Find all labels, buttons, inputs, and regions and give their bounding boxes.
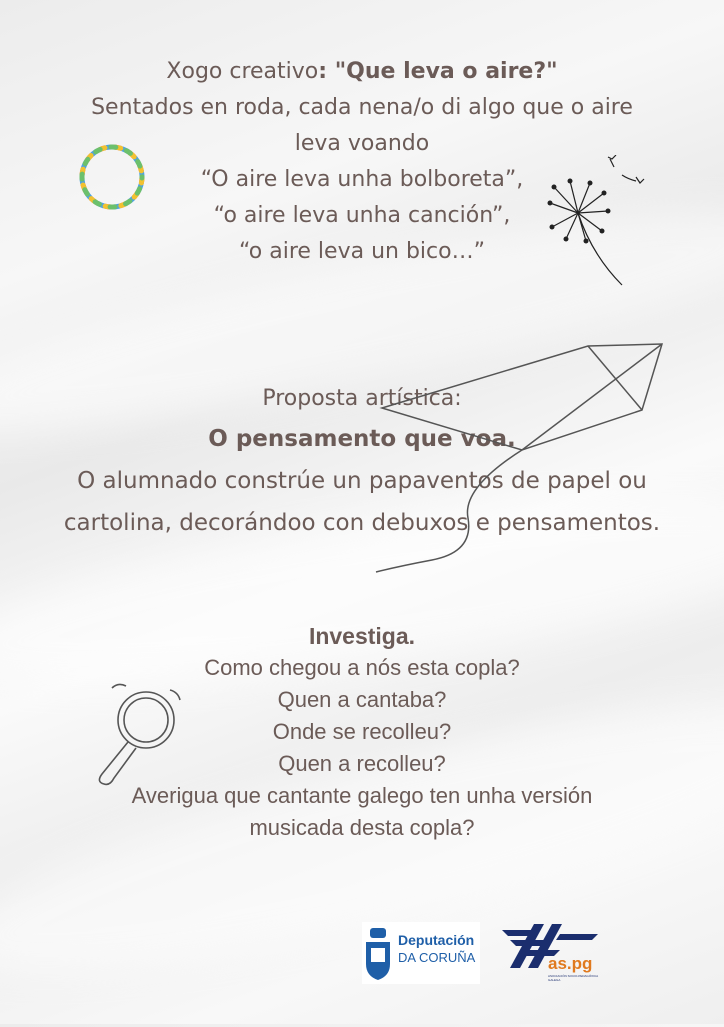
art-proposal-text: O alumnado constrúe un papaventos de papel ou (77, 468, 647, 494)
research-title: Investiga. (308, 623, 416, 649)
research-question: musicada desta copla? (249, 815, 475, 840)
creative-game-question: : "Que leva o aire?" (318, 59, 558, 84)
aspg-name: as.pg (548, 954, 593, 973)
research-question: Averigua que cantante galego ten unha versión (131, 783, 593, 808)
creative-game-text: Sentados en roda, cada nena/o di algo que o aire (91, 95, 633, 120)
research-question: Quen a recolleu? (278, 751, 446, 776)
creative-game-label: Xogo creativo (166, 59, 319, 84)
creative-game-example: “o aire leva un bico…” (239, 239, 485, 264)
creative-game-example: “O aire leva unha bolboreta”, (200, 167, 524, 192)
research-question: Como chegou a nós esta copla? (204, 655, 520, 680)
art-proposal-text: cartolina, decorándoo con debuxos e pensamentos. (63, 510, 661, 536)
aspg-logo (500, 920, 600, 986)
deputacion-province: DA CORUÑA (398, 950, 476, 965)
aspg-subtitle: ASOCIACIÓN SOCIO-PEDAGÓXICA GALEGA (548, 974, 599, 982)
art-proposal-label: Proposta artística: (262, 386, 462, 411)
creative-game-text: leva voando (294, 131, 430, 156)
research-question: Quen a cantaba? (277, 687, 447, 712)
deputacion-crest-icon (364, 928, 392, 980)
kite-icon (370, 338, 670, 578)
creative-game-title (0, 54, 724, 90)
dandelion-icon (544, 155, 656, 287)
deputacion-name: Deputación (398, 932, 475, 948)
deputacion-logo (362, 922, 480, 984)
art-proposal-title: O pensamento que voa. (208, 426, 516, 452)
research-question: Onde se recolleu? (272, 719, 452, 744)
creative-game-example: “o aire leva unha canción”, (213, 203, 511, 228)
children-circle-icon (64, 138, 160, 216)
magnifier-icon (90, 680, 190, 790)
